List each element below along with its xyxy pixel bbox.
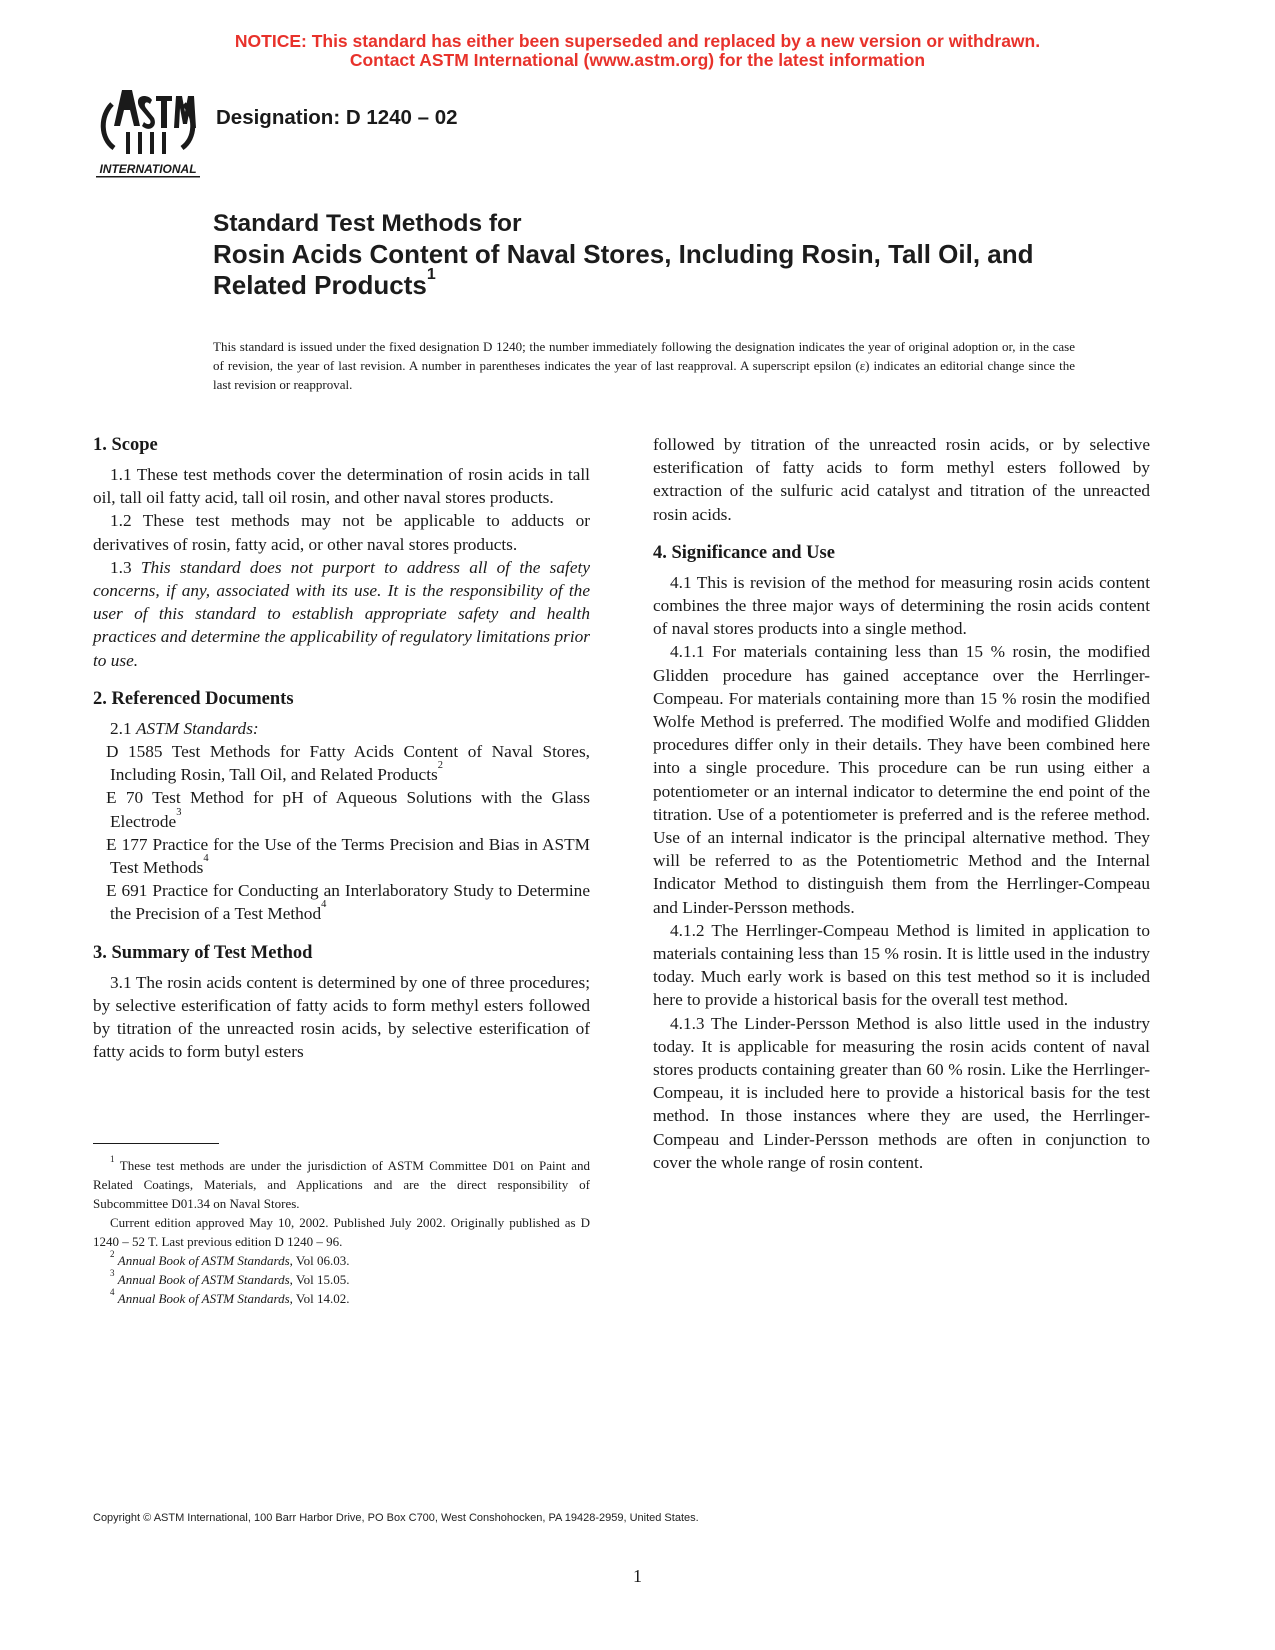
referenced-2-1-text: ASTM Standards:	[135, 718, 259, 738]
page-number: 1	[633, 1566, 642, 1586]
ref-item-d1585	[106, 740, 590, 786]
ref-item-fn: 3	[176, 806, 182, 818]
ref-item-e70	[106, 786, 590, 832]
footnote-mark: 2	[110, 1249, 115, 1259]
significance-4-1-1: 4.1.1 For materials containing less than 15 % rosin, the modified Glidden procedure has gained acceptance over the Herrlinger-Compeau. For materials containing more than 15 % rosin the modified Wolfe Method is preferred. The modified Wolfe and modified Glidden procedures differ only in their details. They have been combined here into a single procedure. This procedure can be run using either a potentiometer or an internal indicator to determine the end point of the titration. Use of a potentiometer is preferred and is the referee method. Use of an internal indicator is the principal alternative method. They will be referred to as the Potentiometric Method and the Internal Indicator Method to distinguish them from the Herrlinger-Compeau and Linder-Persson methods.	[653, 642, 1150, 917]
document-title	[213, 208, 1133, 301]
footnotes	[93, 1156, 590, 1308]
scope-1-1: 1.1 These test methods cover the determination of rosin acids in tall oil, tall oil fatty acid, tall oil rosin, and other naval stores products.	[93, 465, 590, 508]
right-column	[653, 433, 1150, 1174]
footnote-vol: , Vol 15.05.	[289, 1272, 350, 1287]
designation: Designation: D 1240 – 02	[216, 106, 458, 129]
summary-heading: 3. Summary of Test Method	[93, 942, 313, 963]
left-column	[93, 433, 590, 1063]
ref-item-text: E 691 Practice for Conducting an Interlaboratory Study to Determine the Precision of a Test Method	[106, 881, 590, 924]
footnote-mark: 3	[110, 1268, 115, 1278]
scope-1-2: 1.2 These test methods may not be applicable to adducts or derivatives of rosin, fatty acid, or other naval stores products.	[93, 511, 590, 554]
footnote-1b: Current edition approved May 10, 2002. Published July 2002. Originally published as D 1240 – 52 T. Last previous edition D 1240 – 96.	[93, 1215, 590, 1249]
significance-4-1: 4.1 This is revision of the method for measuring rosin acids content combines the three major ways of determining the rosin acids content of naval stores products into a single method.	[653, 572, 1150, 639]
ref-item-text: E 70 Test Method for pH of Aqueous Solutions with the Glass Electrode	[106, 788, 590, 831]
scope-1-3-text: This standard does not purport to address all of the safety concerns, if any, associated with its use. It is the responsibility of the user of this standard to establish appropriate safety and health practices and determine the applicability of regulatory limitations prior to use.	[93, 557, 590, 670]
footnote-vol: , Vol 14.02.	[289, 1291, 350, 1306]
footnote-divider	[93, 1143, 219, 1144]
footnote-mark: 4	[110, 1287, 115, 1297]
referenced-heading: 2. Referenced Documents	[93, 688, 294, 709]
footnote-book: Annual Book of ASTM Standards	[117, 1272, 290, 1287]
title-line-1: Standard Test Methods for	[213, 210, 522, 237]
significance-4-1-3: 4.1.3 The Linder-Persson Method is also little used in the industry today. It is applicable for measuring the rosin acids content of naval stores products containing greater than 60 % rosin. Like the Herrlinger-Compeau, it is included here to provide a historical basis for the test method. In those instances where they are used, the Herrlinger-Compeau and Linder-Persson methods are often in conjunction to cover the whole range of rosin content.	[653, 1013, 1150, 1172]
astm-logo	[96, 86, 200, 182]
ref-item-fn: 2	[437, 760, 443, 772]
footnote-mark: 1	[110, 1154, 115, 1164]
logo-subtext: INTERNATIONAL	[99, 162, 197, 176]
footnote-1	[93, 1156, 590, 1213]
astm-logo-icon	[96, 86, 200, 182]
footnote-4	[93, 1289, 590, 1308]
notice-line-1: NOTICE: This standard has either been superseded and replaced by a new version or withdrawn.	[234, 31, 1041, 51]
footnote-book: Annual Book of ASTM Standards	[117, 1253, 290, 1268]
footnote-vol: , Vol 06.03.	[289, 1253, 350, 1268]
ref-item-fn: 4	[203, 853, 209, 865]
scope-heading: 1. Scope	[93, 435, 158, 455]
scope-1-3	[93, 556, 590, 672]
title-footnote-mark: 1	[426, 266, 436, 283]
ref-item-fn: 4	[321, 899, 327, 911]
referenced-2-1	[93, 717, 590, 740]
ref-item-text: E 177 Practice for the Use of the Terms Precision and Bias in ASTM Test Methods	[106, 834, 590, 878]
footnote-text: These test methods are under the jurisdiction of ASTM Committee D01 on Paint and Related Coatings, Materials, and Applications and are the direct responsibility of Subcommittee D01.34 on Naval Stores.	[93, 1158, 590, 1211]
significance-4-1-2: 4.1.2 The Herrlinger-Compeau Method is limited in application to materials containing less than 15 % rosin. It is little used in the industry today. Much early work is based on this test method so it is included here to provide a historical basis for the overall test method.	[653, 920, 1150, 1010]
copyright: Copyright © ASTM International, 100 Barr Harbor Drive, PO Box C700, West Conshohocken, PA 19428-2959, United States.	[93, 1512, 699, 1524]
scope-1-3-num: 1.3	[110, 557, 132, 577]
footnote-3	[93, 1270, 590, 1289]
footnote-2	[93, 1251, 590, 1270]
summary-3-1-part-b: followed by titration of the unreacted rosin acids, or by selective esterification of fatty acids to form methyl esters followed by extraction of the sulfuric acid catalyst and titration of the unreacted rosin acids.	[653, 435, 1150, 524]
ref-item-text: D 1585 Test Methods for Fatty Acids Content of Naval Stores, Including Rosin, Tall Oil, and Related Products	[106, 742, 590, 785]
footnote-book: Annual Book of ASTM Standards	[117, 1291, 290, 1306]
referenced-2-1-num: 2.1	[110, 718, 132, 738]
ref-item-e691	[106, 879, 590, 925]
notice-line-2: Contact ASTM International (www.astm.org) for the latest information	[349, 50, 926, 70]
title-line-2: Rosin Acids Content of Naval Stores, Including Rosin, Tall Oil, and Related Products	[213, 239, 1034, 300]
significance-heading: 4. Significance and Use	[653, 542, 835, 563]
ref-item-e177	[106, 833, 590, 879]
preface: This standard is issued under the fixed designation D 1240; the number immediately following the designation indicates the year of original adoption or, in the case of revision, the year of last revision. A number in parentheses indicates the year of last reapproval. A superscript epsilon (ε) indicates an editorial change since the last revision or reapproval.	[213, 339, 1075, 392]
summary-3-1-part-a: 3.1 The rosin acids content is determined by one of three procedures; by selective esterification of fatty acids to form methyl esters followed by titration of the unreacted rosin acids, by selective esterification of fatty acids to form butyl esters	[93, 972, 590, 1062]
